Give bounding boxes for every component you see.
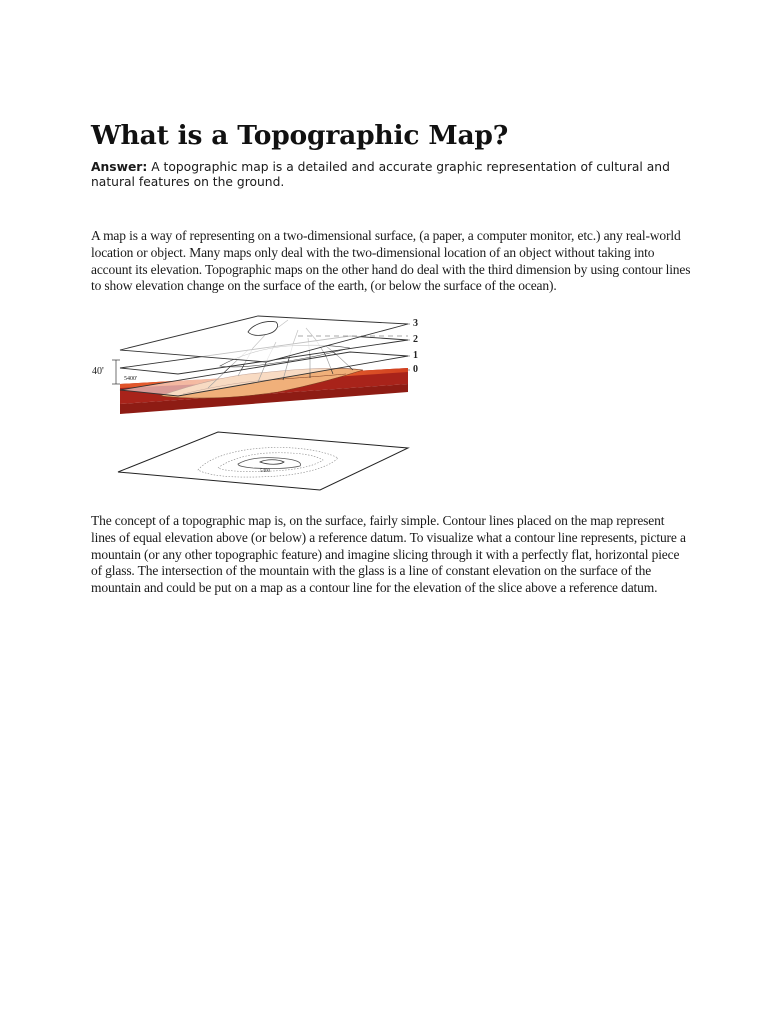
contour-map: [118, 432, 408, 490]
plane-label-0: 0: [413, 364, 418, 375]
contour-map-label: 5400: [260, 469, 270, 474]
plane-leaders: [408, 324, 410, 370]
slice-elevation-label: 5400': [124, 376, 138, 382]
interval-label: 40': [92, 366, 104, 377]
plane-label-3: 3: [413, 318, 418, 329]
answer-block: [91, 160, 676, 190]
answer-label: Answer:: [91, 160, 148, 174]
plane-label-2: 2: [413, 334, 418, 345]
answer-text: A topographic map is a detailed and accurate graphic representation of cultural and natural features on the ground.: [91, 160, 670, 189]
topographic-slice-diagram: [88, 312, 428, 502]
plane-label-1: 1: [413, 350, 418, 361]
intro-paragraph: A map is a way of representing on a two-dimensional surface, (a paper, a computer monitor, etc.) any real-world location or object. Many maps only deal with the two-dimensional location of an object without taking into account its elevation. Topographic maps on the other hand do deal with the third dimension by using contour lines to show elevation change on the surface of the earth, (or below the surface of the ocean).: [91, 228, 691, 294]
page-title: What is a Topographic Map?: [91, 120, 509, 151]
concept-paragraph: The concept of a topographic map is, on the surface, fairly simple. Contour lines placed on the map represent lines of equal elevation above (or below) a reference datum. To visualize what a contour line represents, picture a mountain (or any other topographic feature) and imagine slicing through it with a perfectly flat, horizontal piece of glass. The intersection of the mountain with the glass is a line of constant elevation on the surface of the mountain and could be put on a map as a contour line for the elevation of the slice above a reference datum.: [91, 513, 686, 596]
interval-bracket: [112, 360, 120, 384]
